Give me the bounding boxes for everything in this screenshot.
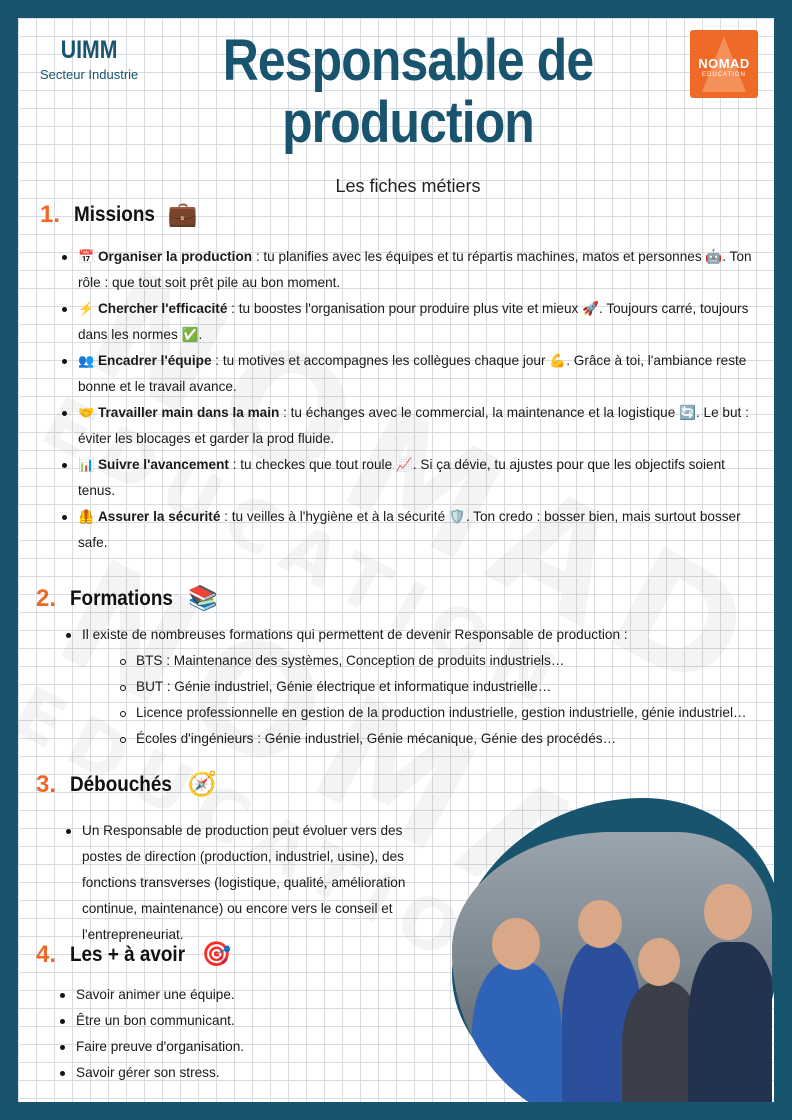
mission-item: [62, 504, 752, 556]
mission-title: Assurer la sécurité: [97, 509, 221, 524]
section-formations-header: [36, 584, 218, 613]
mission-text: : tu motives et accompagnes les collègues chaque jour 💪. Grâce à toi, l'ambiance reste bonne et le travail avance.: [78, 353, 747, 394]
debouches-list: [66, 818, 426, 948]
page: [18, 18, 774, 1102]
plus-list: [60, 982, 420, 1086]
person-1: [472, 962, 562, 1102]
section-title: Missions: [74, 202, 155, 226]
logo-subtext: EDUCATION: [702, 72, 746, 78]
formation-item: BUT : Génie industriel, Génie électrique et informatique industrielle…: [120, 674, 756, 700]
person-1-head: [492, 918, 540, 970]
mission-item: [62, 296, 752, 348]
missions-list: [62, 244, 752, 556]
formations-intro: Il existe de nombreuses formations qui permettent de devenir Responsable de production :: [82, 627, 628, 642]
person-2-head: [578, 900, 622, 948]
mission-icon: 👥: [78, 353, 95, 368]
books-icon: 📚: [188, 585, 219, 612]
mission-title: Suivre l'avancement: [97, 457, 229, 472]
nomad-logo: [690, 30, 758, 98]
section-number: 2.: [36, 584, 57, 612]
plus-item: Savoir gérer son stress.: [60, 1060, 420, 1086]
mission-text: : tu checkes que tout roule 📈. Si ça dévie, tu ajustes pour que les objectifs soient tenus.: [78, 457, 725, 498]
mission-icon: 🤝: [78, 405, 95, 420]
mission-title: Organiser la production: [97, 249, 253, 264]
compass-icon: 🧭: [187, 771, 218, 798]
team-photo-frame: [446, 798, 774, 1102]
brand-subtitle: Secteur Industrie: [40, 67, 139, 82]
person-4-head: [704, 884, 752, 940]
list-item: Un Responsable de production peut évoluer vers des postes de direction (production, industriel, usine), des fonctions transverses (logistique, qualité, amélioration continue, maintenance) ou encore vers le conseil et l'entrepreneuriat.: [66, 818, 426, 948]
section-title: Les + à avoir: [70, 942, 186, 966]
plus-item: Faire preuve d'organisation.: [60, 1034, 420, 1060]
section-missions-header: [40, 200, 198, 229]
plus-item: Être un bon communicant.: [60, 1008, 420, 1034]
formation-item: Écoles d'ingénieurs : Génie industriel, Génie mécanique, Génie des procédés…: [120, 726, 756, 752]
mission-text: : tu veilles à l'hygiène et à la sécurité 🛡️. Ton credo : bosser bien, mais surtout bosser safe.: [78, 509, 741, 550]
mission-title: Travailler main dans la main: [97, 405, 280, 420]
section-number: 1.: [40, 200, 61, 228]
target-icon: 🎯: [201, 941, 232, 968]
formation-item: BTS : Maintenance des systèmes, Conception de produits industriels…: [120, 648, 756, 674]
title-line1: Responsable de: [222, 28, 594, 93]
section-debouches-header: [36, 770, 217, 799]
section-number: 3.: [36, 770, 57, 798]
mission-item: [62, 400, 752, 452]
logo-text: NOMAD: [698, 56, 750, 71]
mission-icon: 📊: [78, 457, 95, 472]
brand-name: UIMM: [60, 36, 118, 64]
person-4: [688, 942, 772, 1102]
mission-text: : tu boostes l'organisation pour produire plus vite et mieux 🚀. Toujours carré, toujours dans les normes ✅.: [78, 301, 749, 342]
section-title: Formations: [70, 586, 173, 610]
mission-item: [62, 244, 752, 296]
mission-title: Chercher l'efficacité: [97, 301, 228, 316]
mission-item: [62, 452, 752, 504]
plus-item: Savoir animer une équipe.: [60, 982, 420, 1008]
section-plus-header: [36, 940, 232, 969]
mission-text: : tu échanges avec le commercial, la maintenance et la logistique 🔄. Le but : éviter les blocages et garder la prod fluide.: [78, 405, 749, 446]
formation-item: Licence professionnelle en gestion de la production industrielle, gestion industrielle, génie industriel…: [120, 700, 756, 726]
mission-item: [62, 348, 752, 400]
mission-text: : tu planifies avec les équipes et tu répartis machines, matos et personnes 🤖. Ton rôle : que tout soit prêt pile au bon moment.: [78, 249, 752, 290]
brand: [40, 36, 138, 82]
person-3-head: [638, 938, 680, 986]
formations-list: [66, 622, 756, 752]
list-item: [66, 622, 756, 752]
mission-icon: 🦺: [78, 509, 95, 524]
page-title: [193, 30, 623, 154]
page-subtitle: Les fiches métiers: [335, 176, 481, 196]
team-photo: [452, 832, 772, 1102]
mission-icon: 📅: [78, 249, 95, 264]
formations-sublist: [120, 648, 756, 752]
section-title: Débouchés: [70, 772, 172, 796]
title-line2: production: [282, 90, 534, 155]
mission-title: Encadrer l'équipe: [97, 353, 212, 368]
section-number: 4.: [36, 940, 57, 968]
mission-icon: ⚡: [78, 301, 95, 316]
briefcase-icon: 💼: [167, 201, 198, 228]
